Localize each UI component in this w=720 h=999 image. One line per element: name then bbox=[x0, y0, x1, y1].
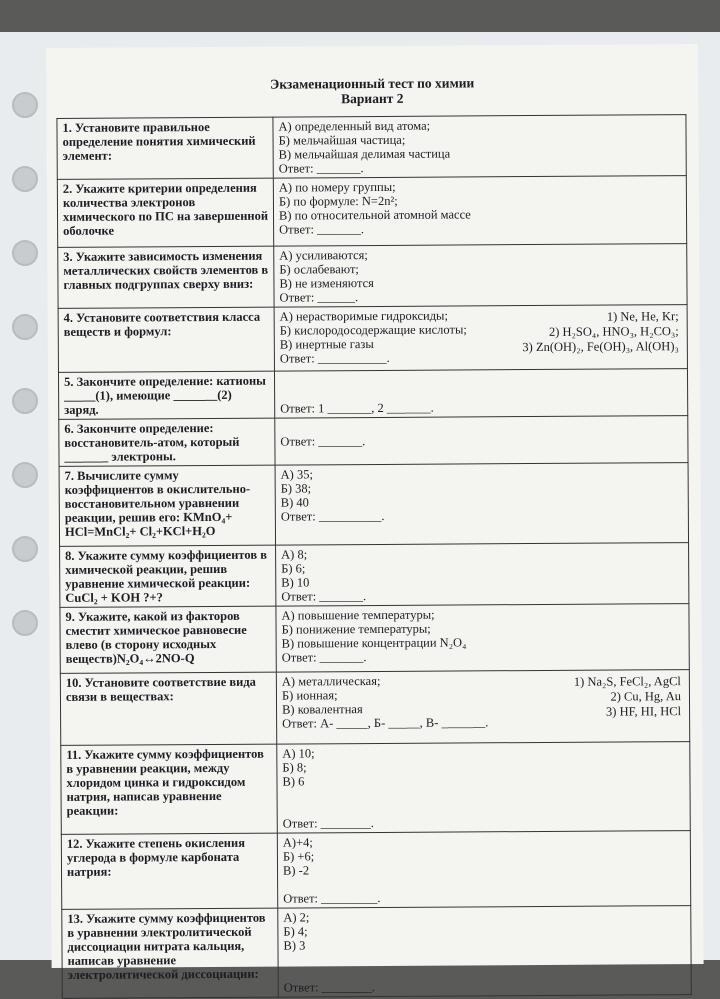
question-row bbox=[61, 742, 691, 835]
answer-option: В) инертные газы bbox=[279, 337, 374, 352]
question-row bbox=[59, 463, 688, 547]
punch-hole-icon bbox=[12, 388, 38, 414]
question-row bbox=[58, 244, 687, 309]
answer-option: В) повышение концентрации N₂O₄ bbox=[281, 635, 467, 651]
answer-option: В) -2 bbox=[282, 863, 310, 878]
question-row bbox=[62, 906, 692, 999]
answer-cell bbox=[275, 463, 688, 546]
answer-line[interactable]: Ответ: ________. bbox=[283, 980, 375, 995]
answer-option: А) металлическая; bbox=[281, 673, 381, 689]
answer-line[interactable]: Ответ: _______. bbox=[281, 650, 367, 665]
match-list bbox=[522, 309, 679, 355]
question-text: 4. Установите соответствия класса веществ и формул: bbox=[58, 307, 274, 372]
answer-cell bbox=[276, 604, 689, 673]
answer-option: В) 10 bbox=[281, 575, 310, 590]
answer-line[interactable]: Ответ: 1 _______, 2 _______. bbox=[280, 400, 434, 416]
answer-cell bbox=[277, 831, 690, 909]
binder-holes bbox=[4, 92, 44, 652]
punch-hole-icon bbox=[12, 166, 38, 192]
answer-option: А) нерастворимые гидроксиды; bbox=[279, 308, 448, 324]
question-text: 9. Укажите, какой из факторов сместит химическое равновесие влево (в сторону исходных веществ)N₂O₄↔2NO-Q bbox=[60, 606, 276, 673]
match-item: 1) Ne, He, Kr; bbox=[606, 309, 679, 324]
question-row bbox=[57, 115, 686, 180]
answer-line[interactable]: Ответ: _______. bbox=[281, 589, 367, 604]
answer-option: Б) по формуле: N=2n²; bbox=[278, 193, 398, 209]
match-item: 3) Zn(OH)₂, Fe(OH)₃, Al(OH)₃ bbox=[522, 339, 679, 355]
answer-option: В) по относительной атомной массе bbox=[278, 207, 471, 223]
punch-hole-icon bbox=[12, 240, 38, 266]
answer-option: А) 10; bbox=[282, 746, 315, 761]
answer-option: Б) 6; bbox=[281, 561, 306, 576]
answer-cell bbox=[276, 543, 689, 607]
question-text: 7. Вычислите сумму коэффициентов в окислительно-восстановительном уравнении реакции, решив его: KMnO₄+ HCl=MnCl₂+ Cl₂+KCl+H₂O bbox=[59, 465, 275, 546]
question-text: 11. Укажите сумму коэффициентов в уравнении реакции, между хлоридом цинка и гидроксидом натрия, написав уравнение реакции: bbox=[61, 744, 278, 834]
answer-option: В) не изменяются bbox=[279, 276, 374, 291]
match-item: 3) HF, HI, HCl bbox=[605, 704, 682, 719]
answer-option: Б) кислородосодержащие кислоты; bbox=[279, 322, 467, 338]
match-item: 2) Cu, Hg, Au bbox=[610, 689, 682, 704]
answer-option: А) повышение температуры; bbox=[281, 607, 435, 623]
question-row bbox=[61, 831, 690, 910]
answer-option: Б) 38; bbox=[280, 481, 312, 496]
question-text: 6. Закончите определение: восстановитель-атом, который _______ электроны. bbox=[59, 418, 275, 466]
answer-cell bbox=[273, 176, 686, 247]
answer-cell bbox=[275, 416, 688, 466]
punch-hole-icon bbox=[12, 462, 38, 488]
answer-option: А) усиливаются; bbox=[279, 248, 368, 263]
answer-option: Б) +6; bbox=[282, 849, 315, 864]
test-variant: Вариант 2 bbox=[341, 90, 404, 107]
punch-hole-icon bbox=[12, 536, 38, 562]
answer-option: А) по номеру группы; bbox=[278, 179, 396, 195]
answer-option: В) ковалентная bbox=[282, 702, 363, 717]
answer-line[interactable]: Ответ: ______. bbox=[279, 290, 359, 305]
answer-cell bbox=[274, 244, 687, 308]
match-item: 2) H₂SO₄, HNO₃, H₂CO₃; bbox=[548, 324, 679, 339]
answer-option: А) 2; bbox=[283, 910, 310, 925]
answer-option: Б) ионная; bbox=[281, 688, 338, 703]
questions-table bbox=[56, 114, 691, 999]
question-row bbox=[58, 305, 687, 373]
question-row bbox=[59, 416, 688, 467]
test-title: Экзаменационный тест по химии bbox=[270, 75, 475, 92]
question-text: 13. Укажите сумму коэффициентов в уравнении электролитической диссоциации нитрата кальция, написав уравнение электролитической диссоциации: bbox=[62, 908, 279, 998]
answer-cell bbox=[273, 115, 686, 179]
answer-option: Б) понижение температуры; bbox=[281, 621, 431, 637]
question-text: 10. Установите соответствие вида связи в веществах: bbox=[60, 672, 276, 745]
answer-option: Б) ослабевают; bbox=[279, 262, 359, 277]
question-row bbox=[60, 604, 689, 674]
answer-option: В) 3 bbox=[283, 938, 306, 953]
answer-option: А)+4; bbox=[282, 835, 313, 850]
answer-line[interactable]: Ответ: _________. bbox=[283, 890, 381, 906]
answer-option: В) мельчайшая делимая частица bbox=[278, 146, 451, 162]
punch-hole-icon bbox=[12, 314, 38, 340]
match-list bbox=[574, 674, 681, 720]
punch-hole-icon bbox=[12, 610, 38, 636]
question-text: 8. Укажите сумму коэффициентов в химической реакции, решив уравнение химической реакции: CuCl₂ + KOH ?+? bbox=[60, 545, 276, 607]
answer-cell bbox=[274, 305, 687, 372]
test-paper bbox=[46, 44, 704, 995]
answer-cell bbox=[277, 742, 691, 834]
punch-hole-icon bbox=[12, 92, 38, 118]
answer-line[interactable]: Ответ: _______. bbox=[279, 222, 364, 237]
answer-option: В) 6 bbox=[282, 774, 305, 789]
match-item: 1) Na₂S, FeCl₂, AgCl bbox=[573, 674, 681, 689]
answer-line[interactable]: Ответ: _______. bbox=[280, 434, 366, 449]
question-row bbox=[58, 369, 687, 420]
answer-line[interactable]: Ответ: __________. bbox=[280, 508, 385, 524]
answer-option: А) 8; bbox=[281, 547, 308, 562]
answer-line[interactable]: Ответ: ___________. bbox=[279, 350, 390, 366]
question-text: 3. Укажите зависимость изменения металлических свойств элементов в главных подгруппах сверху вниз: bbox=[58, 246, 274, 308]
answer-option: А) 35; bbox=[280, 467, 313, 482]
question-row bbox=[60, 670, 689, 746]
answer-line[interactable]: Ответ: ________. bbox=[282, 816, 374, 831]
answer-option: Б) 8; bbox=[282, 760, 307, 775]
answer-option: А) определенный вид атома; bbox=[278, 118, 431, 134]
answer-option: В) 40 bbox=[280, 495, 309, 510]
question-text: 2. Укажите критерии определения количества электронов химического по ПС на завершенной оболочке bbox=[57, 178, 273, 247]
answer-cell bbox=[274, 369, 687, 419]
question-row bbox=[60, 543, 689, 608]
question-row bbox=[57, 176, 686, 248]
answer-line[interactable]: Ответ: А- _____, Б- _____, В- _______. bbox=[282, 715, 489, 731]
answer-option: Б) 4; bbox=[283, 924, 308, 939]
question-text: 1. Установите правильное определение понятия химический элемент: bbox=[57, 117, 273, 179]
question-text: 12. Укажите степень окисления углерода в формуле карбоната натрия: bbox=[61, 833, 277, 909]
answer-cell bbox=[278, 906, 692, 998]
question-text: 5. Закончите определение: катионы _____(1), имеющие _______(2) заряд. bbox=[58, 371, 274, 419]
test-header bbox=[46, 44, 698, 118]
answer-cell bbox=[276, 670, 689, 745]
answer-line[interactable]: Ответ: _______. bbox=[278, 161, 364, 176]
answer-option: Б) мельчайшая частица; bbox=[278, 132, 406, 148]
